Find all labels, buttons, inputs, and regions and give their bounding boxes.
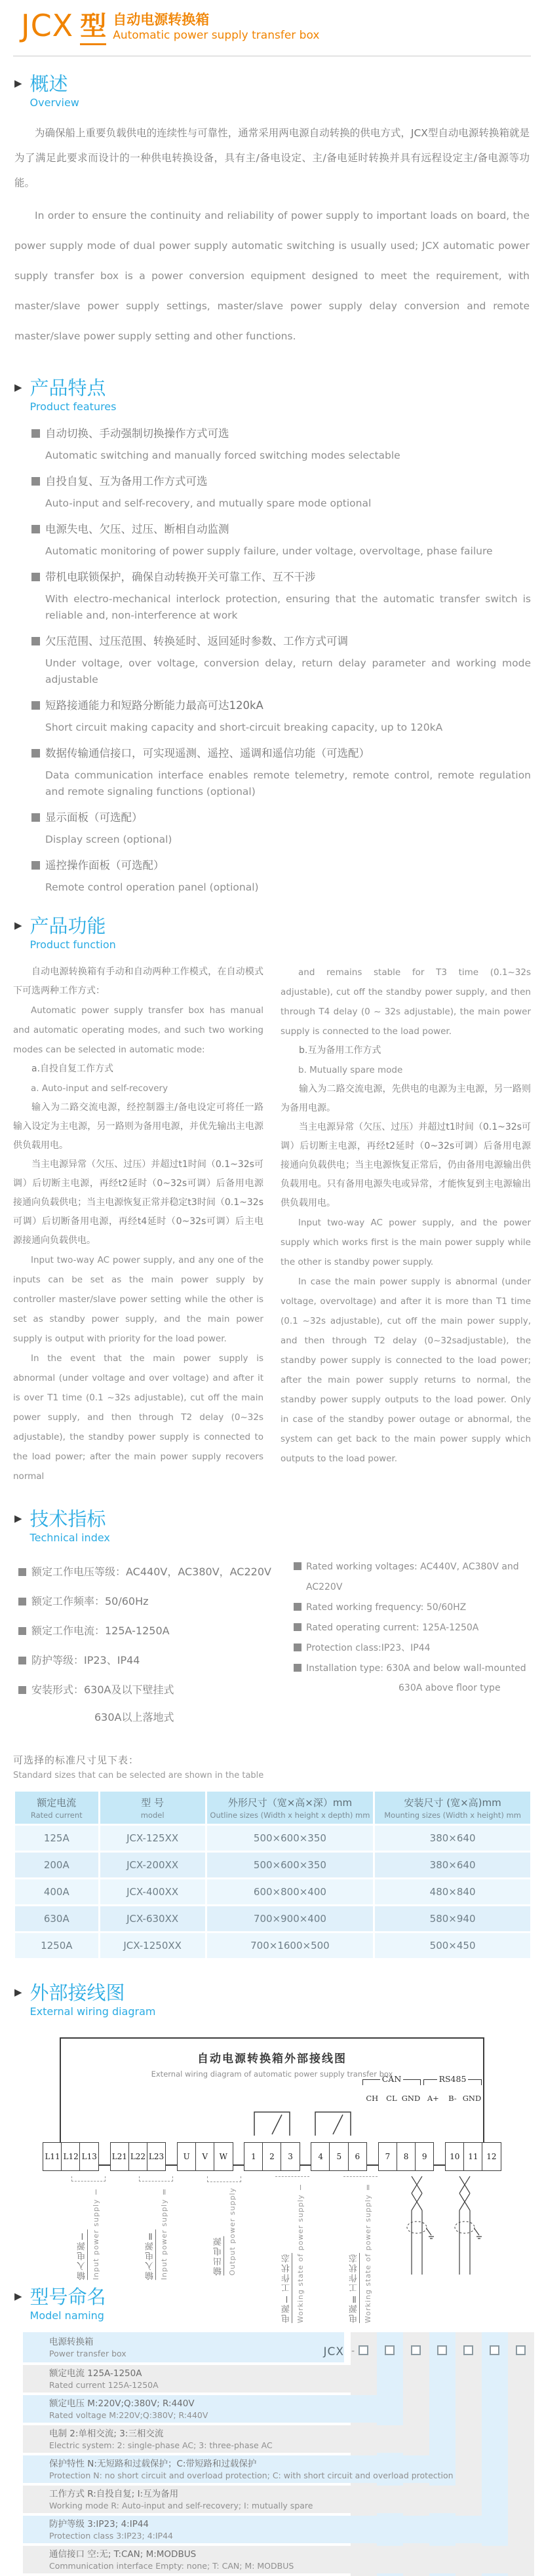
feature-en: Automatic monitoring of power supply failure, under voltage, overvoltage, phase failure (45, 545, 493, 557)
cell-outline-size: 700×1600×500 (207, 1933, 373, 1958)
features-heading-cn: 产品特点 (29, 377, 106, 399)
function-b-p1-cn: 输入为二路交流电源，先供电的电源为主电源，另一路则为备用电源。 (281, 1084, 531, 1113)
feature-cn: 遥控操作面板（可选配） (45, 859, 165, 872)
rs485-pin-labels (423, 2094, 482, 2103)
function-right-column (281, 963, 531, 1486)
function-b-p1-en: Input two-way AC power supply, and the power supply which works first is the main power supply while the other is standby power supply. (281, 1218, 531, 1267)
section-features-heading (14, 377, 531, 414)
pin-label: CL (386, 2094, 397, 2103)
naming-row-en: Working mode R: Auto-input and self-recovery; I: mutually spare (49, 2501, 313, 2510)
code-box (385, 2345, 395, 2355)
col-header-cn: 型 号 (141, 1797, 165, 1809)
section-function-heading (14, 915, 531, 952)
cell-mounting-size: 580×940 (375, 1906, 530, 1931)
feature-item (31, 474, 531, 512)
cell-outline-size: 500×600×350 (207, 1826, 373, 1851)
bullet-square-icon (31, 477, 40, 486)
pin-label: B- (448, 2094, 457, 2103)
cell-model: JCX-1250XX (100, 1933, 205, 1958)
switch-contact-symbol (246, 2104, 299, 2136)
naming-row-cn: 通信接口 空:无; T:CAN; M:MODBUS (49, 2549, 197, 2560)
feature-cn: 电源失电、欠压、过压、断相自动监测 (45, 523, 229, 535)
switch-contact-symbol (307, 2104, 360, 2136)
cell-mounting-size: 380×640 (375, 1853, 530, 1877)
section-arrow-icon: ▶ (14, 919, 22, 931)
cell-mounting-size: 500×450 (375, 1933, 530, 1958)
diagram-title-en: External wiring diagram of automatic power supply transfer box (151, 2069, 393, 2079)
naming-row-cn: 工作方式 R:自投自复; I:互为备用 (49, 2489, 179, 2499)
tech-item-cn-cont: 630A以上落地式 (94, 1711, 174, 1723)
table-row (15, 1853, 530, 1877)
wiring-diagram (45, 2037, 497, 2166)
can-bus-bracket (362, 2074, 421, 2088)
terminal: L11 (43, 2142, 62, 2171)
code-box (490, 2345, 499, 2355)
terminal: L12 (61, 2142, 81, 2171)
naming-row-cn: 额定电压 M:220V;Q:380V; R:440V (49, 2398, 195, 2409)
label-output-supply (196, 2176, 253, 2280)
col-header-cn: 外形尺寸（宽×高×深）mm (227, 1797, 353, 1809)
section-overview-heading (14, 73, 531, 110)
overview-paragraph-en: In order to ensure the continuity and reliability of power supply to important loads on board, the power supply mode of dual power supply automatic switching is usually used; JCX automatic power supply transfer box is a power conversion equipment designed to meet the requirement, with master/slave power supply settings, master/slave power supply delay conversion and remote master/slave power supply setting and other functions. (14, 210, 530, 342)
feature-cn: 数据传输通信接口，可实现遥测、遥控、遥调和遥信功能（可选配） (45, 747, 370, 759)
cell-rated-current: 630A (15, 1906, 98, 1931)
tech-item-en: Installation type: 630A and below wall-mounted (306, 1663, 526, 1674)
cell-model: JCX-125XX (100, 1826, 205, 1851)
terminal: 7 (378, 2142, 398, 2171)
feature-item (31, 634, 531, 688)
function-b-p2-en: In case the main power supply is abnormal (under voltage, overvoltage) and after it is more than T1 time (0.1 ~32s adjustable), cut off the main power supply, and then through T2 delay (0~32sadjustable), the standby power supply is connected to the load power; after the main power supply returns to normal, the standby power supply outputs to the load power. Only in case of the standby power outage or abnormal, the system can get back to the main power supply which outputs to the load power. (281, 1277, 531, 1464)
vertical-label-cn: 电源Ⅱ工作状态 (349, 2253, 360, 2324)
terminal-group-input1 (43, 2142, 99, 2171)
tech-item-en: Protection class:IP23、IP44 (306, 1643, 431, 1653)
dashed-connector-icon (71, 2176, 106, 2182)
label-input-supply-1 (60, 2176, 117, 2280)
naming-row-cn: 防护等级 3:IP23; 4:IP44 (49, 2519, 149, 2529)
function-a-p2-en: In the event that the main power supply is abnormal (under voltage and over voltage) and after it is over T1 time (0.1 ~32s adjustable), cut off the main power supply, and then through T2 delay (0~32s adjustable), the standby power supply is connected to the load power; after the main power supply recovers normal (13, 1353, 263, 1482)
code-box (411, 2345, 421, 2355)
cell-mounting-size: 480×840 (375, 1879, 530, 1904)
features-heading-en: Product features (29, 400, 117, 413)
feature-en: With electro-mechanical interlock protection, ensuring that the automatic transfer switch is reliable and, non-interference at work (45, 593, 531, 621)
naming-row (23, 2455, 456, 2483)
cell-model: JCX-630XX (100, 1906, 205, 1931)
rs485-cable (448, 2176, 484, 2280)
wiring-heading-en: External wiring diagram (29, 2005, 156, 2018)
model-code: JCX (323, 2345, 344, 2358)
feature-item (31, 698, 531, 736)
code-box (463, 2345, 473, 2355)
bullet-square-icon (294, 1644, 301, 1651)
model-naming-table (23, 2332, 534, 2576)
naming-row-en: Protection N: no short circuit and overload protection; C: with short circuit and overload protection (49, 2470, 454, 2480)
terminal: 12 (482, 2142, 501, 2171)
terminal-group-state1 (244, 2142, 300, 2171)
technical-heading-cn: 技术指标 (29, 1508, 106, 1530)
cell-rated-current: 125A (15, 1826, 98, 1851)
section-technical-heading (14, 1509, 531, 1545)
feature-en: Short circuit making capacity and short-circuit breaking capacity, up to 120kA (45, 721, 443, 733)
col-header-en: Rated current (30, 1811, 83, 1820)
function-a-p1-en: Input two-way AC power supply, and any one of the inputs can be set as the main power supply by controller master/slave power setting while the other is set as standby power supply, and the main power supply is output with priority for the load power. (13, 1255, 263, 1344)
rs485-bus-bracket (423, 2074, 482, 2088)
rs485-bus-label: RS485 (438, 2074, 467, 2084)
product-title-en: Automatic power supply transfer box (113, 29, 320, 42)
terminal: W (214, 2142, 233, 2171)
feature-cn: 自动切换、手动强制切换操作方式可选 (45, 427, 229, 440)
feature-en: Display screen (optional) (45, 834, 172, 845)
naming-row-en: Rated current 125A-1250A (49, 2380, 159, 2390)
feature-en: Under voltage, over voltage, conversion delay, return delay parameter and working mode adjustable (45, 657, 531, 685)
table-row (15, 1826, 530, 1851)
product-title-cn: 自动电源转换箱 (113, 12, 210, 28)
standard-sizes-table (13, 1790, 532, 1960)
label-input-supply-2 (128, 2176, 185, 2280)
terminal: 11 (463, 2142, 483, 2171)
section-arrow-icon: ▶ (14, 1986, 22, 1998)
sizes-note-cn: 可选择的标准尺寸见下表： (13, 1754, 140, 1766)
naming-row-en: Rated voltage M:220V;Q:380V; R:440V (49, 2410, 208, 2420)
can-pin-labels (362, 2094, 421, 2103)
vertical-label-cn: 输入电源Ⅱ (145, 2229, 155, 2280)
naming-row-en: Communication interface Empty: none; T: CAN; M: MODBUS (49, 2561, 294, 2571)
terminal-group-state2 (311, 2142, 367, 2171)
bullet-square-icon (31, 573, 40, 581)
tech-item-cn: 额定工作电流：125A-1250A (31, 1624, 170, 1637)
terminal: V (195, 2142, 215, 2171)
twisted-pair-cable-icon (402, 2176, 434, 2275)
sizes-note-en: Standard sizes that can be selected are shown in the table (13, 1771, 264, 1780)
cell-outline-size: 500×600×350 (207, 1853, 373, 1877)
dashed-connector-icon (275, 2176, 309, 2177)
bullet-square-icon (294, 1623, 301, 1631)
col-header-cn: 安装尺寸 (宽×高)mm (404, 1797, 501, 1809)
overview-paragraph-cn: 为确保船上重要负载供电的连续性与可靠性，通常采用两电源自动转换的供电方式，JCX型自动电源转换箱就是为了满足此要求而设计的一种供电转换设备，具有主/备电设定、主/备电延时转换并具有远程设定主/备电源等功能。 (14, 127, 530, 189)
naming-row-en: Power transfer box (49, 2349, 126, 2358)
overview-heading-cn: 概述 (29, 73, 68, 95)
function-heading-en: Product function (29, 938, 116, 951)
section-arrow-icon: ▶ (14, 381, 22, 393)
function-left-column (13, 963, 263, 1486)
vertical-label-en: Input power supply Ⅱ (159, 2186, 168, 2280)
tech-item-en: Rated working frequency: 50/60HZ (306, 1602, 467, 1613)
feature-en: Automatic switching and manually forced switching modes selectable (45, 450, 400, 461)
code-box (516, 2345, 526, 2355)
section-naming-heading (14, 2286, 531, 2323)
bullet-square-icon (31, 813, 40, 822)
vertical-label-cn: 输入电源Ⅰ (77, 2229, 88, 2280)
bullet-square-icon (18, 1598, 26, 1605)
terminal: 6 (348, 2142, 368, 2171)
bullet-square-icon (31, 861, 40, 870)
col-header-cn: 额定电流 (37, 1797, 77, 1809)
cell-mounting-size: 380×640 (375, 1826, 530, 1851)
vertical-label-en: Working state of power supply Ⅰ (296, 2182, 305, 2324)
section-wiring-heading (14, 1982, 531, 2019)
product-model: JCX (21, 8, 74, 43)
feature-cn: 欠压范围、过压范围、转换延时、返回延时参数、工作方式可调 (45, 635, 348, 647)
terminal: 4 (311, 2142, 330, 2171)
feature-item (31, 810, 531, 848)
terminal: 3 (281, 2142, 300, 2171)
function-intro-cn: 自动电源转换箱有手动和自动两种工作模式，在自动模式下可选两种工作方式： (13, 967, 263, 996)
bullet-square-icon (18, 1657, 26, 1664)
naming-row-cn: 保护特性 N:无短路和过载保护；C:带短路和过载保护 (49, 2459, 257, 2469)
naming-row-cn: 额定电流 125A-1250A (49, 2368, 142, 2379)
tech-item-en: Rated operating current: 125A-1250A (306, 1623, 479, 1633)
can-cable (400, 2176, 437, 2280)
bullet-square-icon (31, 749, 40, 758)
table-row (15, 1906, 530, 1931)
pin-label: GND (401, 2094, 421, 2103)
terminal: 2 (262, 2142, 282, 2171)
function-a-p2-cn: 当主电源异常（欠压、过压）并超过t1时间（0.1~32s可调）后切断主电源，再经t2延时（0~32s可调）后备用电源接通向负载供电；当主电源恢复正常并稳定t3时间（0.1~32s可调）后切断备用电源，再经t4延时（0~32s可调）后主电源接通向负载供电。 (13, 1159, 263, 1246)
technical-cn-list (18, 1557, 281, 1731)
terminal: 10 (445, 2142, 465, 2171)
vertical-label-en: Input power supply Ⅰ (92, 2186, 101, 2280)
terminal-strip (45, 2142, 497, 2171)
terminal: L22 (128, 2142, 148, 2171)
section-arrow-icon: ▶ (14, 1512, 22, 1524)
section-arrow-icon: ▶ (14, 2290, 22, 2302)
terminal: L23 (147, 2142, 166, 2171)
bullet-square-icon (294, 1664, 301, 1672)
pin-label: CH (366, 2094, 379, 2103)
technical-en-list (294, 1557, 531, 1731)
naming-row-cn: 电制 2:单相交流; 3:三相交流 (49, 2429, 164, 2439)
table-row (15, 1933, 530, 1958)
product-model-suffix: 型 (80, 9, 106, 45)
section-arrow-icon: ▶ (14, 77, 22, 89)
feature-en: Data communication interface enables remote telemetry, remote control, remote regulation and remote signaling functions (optional) (45, 769, 531, 798)
feature-item (31, 746, 531, 800)
table-header-row (15, 1792, 530, 1824)
features-list (31, 426, 531, 896)
twisted-pair-cable-icon (450, 2176, 482, 2275)
terminal: L13 (79, 2142, 99, 2171)
tech-item-en: Rated working voltages: AC440V, AC380V and AC220V (306, 1562, 519, 1592)
naming-row (23, 2486, 482, 2513)
dashed-connector-icon (343, 2176, 378, 2177)
dashed-connector-icon (139, 2176, 173, 2182)
feature-item (31, 522, 531, 560)
cell-rated-current: 1250A (15, 1933, 98, 1958)
col-header-en: Mounting sizes (Width x height) mm (384, 1811, 521, 1820)
pin-label: A+ (427, 2094, 439, 2103)
function-b-p2-cn: 当主电源异常（欠压、过压）并超过t1时间（0.1~32s可调）后切断主电源，再经t2延时（0~32s可调）后备用电源接通向负载供电；当主电源恢复正常后，仍由备用电源输出供负载用电。只有备用电源失电或异常，才能恢复到主电源输出供负载用电。 (281, 1122, 531, 1208)
naming-heading-cn: 型号命名 (29, 2286, 106, 2308)
feature-en: Auto-input and self-recovery, and mutually spare mode optional (45, 497, 372, 509)
cell-outline-size: 700×900×400 (207, 1906, 373, 1931)
feature-cn: 显示面板（可选配） (45, 811, 143, 824)
tech-item-cn: 额定工作电压等级：AC440V，AC380V，AC220V (31, 1566, 271, 1578)
technical-columns (18, 1557, 531, 1731)
naming-row (23, 2425, 429, 2453)
feature-item (31, 858, 531, 896)
bullet-square-icon (294, 1562, 301, 1570)
function-b-en: b. Mutually spare mode (298, 1065, 403, 1075)
cell-model: JCX-200XX (100, 1853, 205, 1877)
tech-item-cn: 防护等级：IP23、IP44 (31, 1654, 140, 1666)
col-header-en: model (140, 1811, 165, 1820)
naming-row (23, 2516, 508, 2543)
terminal: 8 (397, 2142, 416, 2171)
product-header (21, 9, 531, 45)
terminal: 1 (244, 2142, 263, 2171)
technical-heading-en: Technical index (29, 1531, 110, 1544)
naming-row (23, 2546, 534, 2573)
can-bus-label: CAN (381, 2074, 402, 2084)
bullet-square-icon (31, 637, 40, 645)
naming-row (23, 2365, 377, 2393)
feature-cn: 带机电联锁保护，确保自动转换开关可靠工作、互不干涉 (45, 571, 316, 583)
bullet-square-icon (294, 1603, 301, 1611)
col-header-en: Outline sizes (Width x height x depth) mm (210, 1811, 370, 1820)
function-a-cont-en: and remains stable for T3 time (0.1~32s adjustable), cut off the standby power supply, and then through T4 delay (0 ~ 32s adjustable), the main power supply is connected to the load power. (281, 967, 531, 1037)
function-a-p1-cn: 输入为二路交流电源，经控制器主/备电设定可将任一路输入设定为主电源，另一路则为备用电源，并优先输出主电源供负载用电。 (13, 1102, 263, 1151)
terminal: 9 (415, 2142, 435, 2171)
tech-item-cn: 安装形式：630A及以下壁挂式 (31, 1683, 174, 1696)
feature-cn: 短路接通能力和短路分断能力最高可达120kA (45, 699, 263, 712)
tech-item-cn: 额定工作频率：50/60Hz (31, 1595, 149, 1607)
label-state-supply-1 (263, 2176, 321, 2324)
code-strip (508, 2332, 534, 2576)
pin-label: GND (462, 2094, 482, 2103)
naming-row-en: Electric system: 2: single-phase AC; 3: three-phase AC (49, 2440, 273, 2450)
bullet-square-icon (18, 1686, 26, 1694)
vertical-label-en: Output power supply (227, 2187, 237, 2276)
vertical-label-cn: 输出电源 (213, 2236, 223, 2276)
label-state-supply-2 (332, 2176, 389, 2324)
vertical-label-cn: 电源Ⅰ工作状态 (281, 2253, 292, 2324)
tech-item-en-cont: 630A above floor type (398, 1683, 501, 1693)
naming-row (23, 2395, 403, 2423)
cell-outline-size: 600×800×400 (207, 1879, 373, 1904)
naming-row-en: Protection class 3:IP23; 4:IP44 (49, 2531, 173, 2541)
function-a-en: a. Auto-input and self-recovery (31, 1083, 168, 1094)
feature-item (31, 426, 531, 464)
feature-en: Remote control operation panel (optional) (45, 881, 259, 893)
code-box (359, 2345, 368, 2355)
terminal-group-input2 (110, 2142, 166, 2171)
wiring-heading-cn: 外部接线图 (29, 1982, 125, 2004)
function-columns (13, 963, 531, 1486)
function-b-cn: b.互为备用工作方式 (299, 1045, 381, 1056)
function-intro-en: Automatic power supply transfer box has manual and automatic operating modes, and such two working modes can be selected in automatic mode: (13, 1005, 263, 1055)
terminal-group-output (177, 2142, 233, 2171)
bullet-square-icon (31, 429, 40, 438)
naming-heading-en: Model naming (29, 2309, 104, 2322)
bullet-square-icon (31, 525, 40, 533)
terminal-group-can (378, 2142, 435, 2171)
terminal: U (177, 2142, 197, 2171)
cell-model: JCX-400XX (100, 1879, 205, 1904)
cell-rated-current: 400A (15, 1879, 98, 1904)
table-row (15, 1879, 530, 1904)
terminal-group-rs485 (445, 2142, 501, 2171)
vertical-label-en: Working state of power supply Ⅱ (364, 2182, 373, 2324)
function-heading-cn: 产品功能 (29, 915, 106, 937)
feature-cn: 自投自复、互为备用工作方式可选 (45, 475, 208, 488)
cell-rated-current: 200A (15, 1853, 98, 1877)
overview-heading-en: Overview (29, 96, 79, 109)
naming-row (23, 2332, 344, 2362)
bullet-square-icon (18, 1627, 26, 1635)
naming-row-cn: 电源转换箱 (49, 2337, 94, 2347)
function-a-cn: a.自投自复工作方式 (31, 1064, 114, 1074)
feature-item (31, 569, 531, 624)
dashed-connector-icon (207, 2176, 241, 2182)
terminal: 5 (329, 2142, 349, 2171)
code-box (437, 2345, 447, 2355)
terminal: L21 (110, 2142, 130, 2171)
bullet-square-icon (31, 701, 40, 710)
bullet-square-icon (18, 1568, 26, 1576)
code-dash: - (351, 2346, 355, 2356)
diagram-title-cn: 自动电源转换箱外部接线图 (197, 2052, 347, 2066)
